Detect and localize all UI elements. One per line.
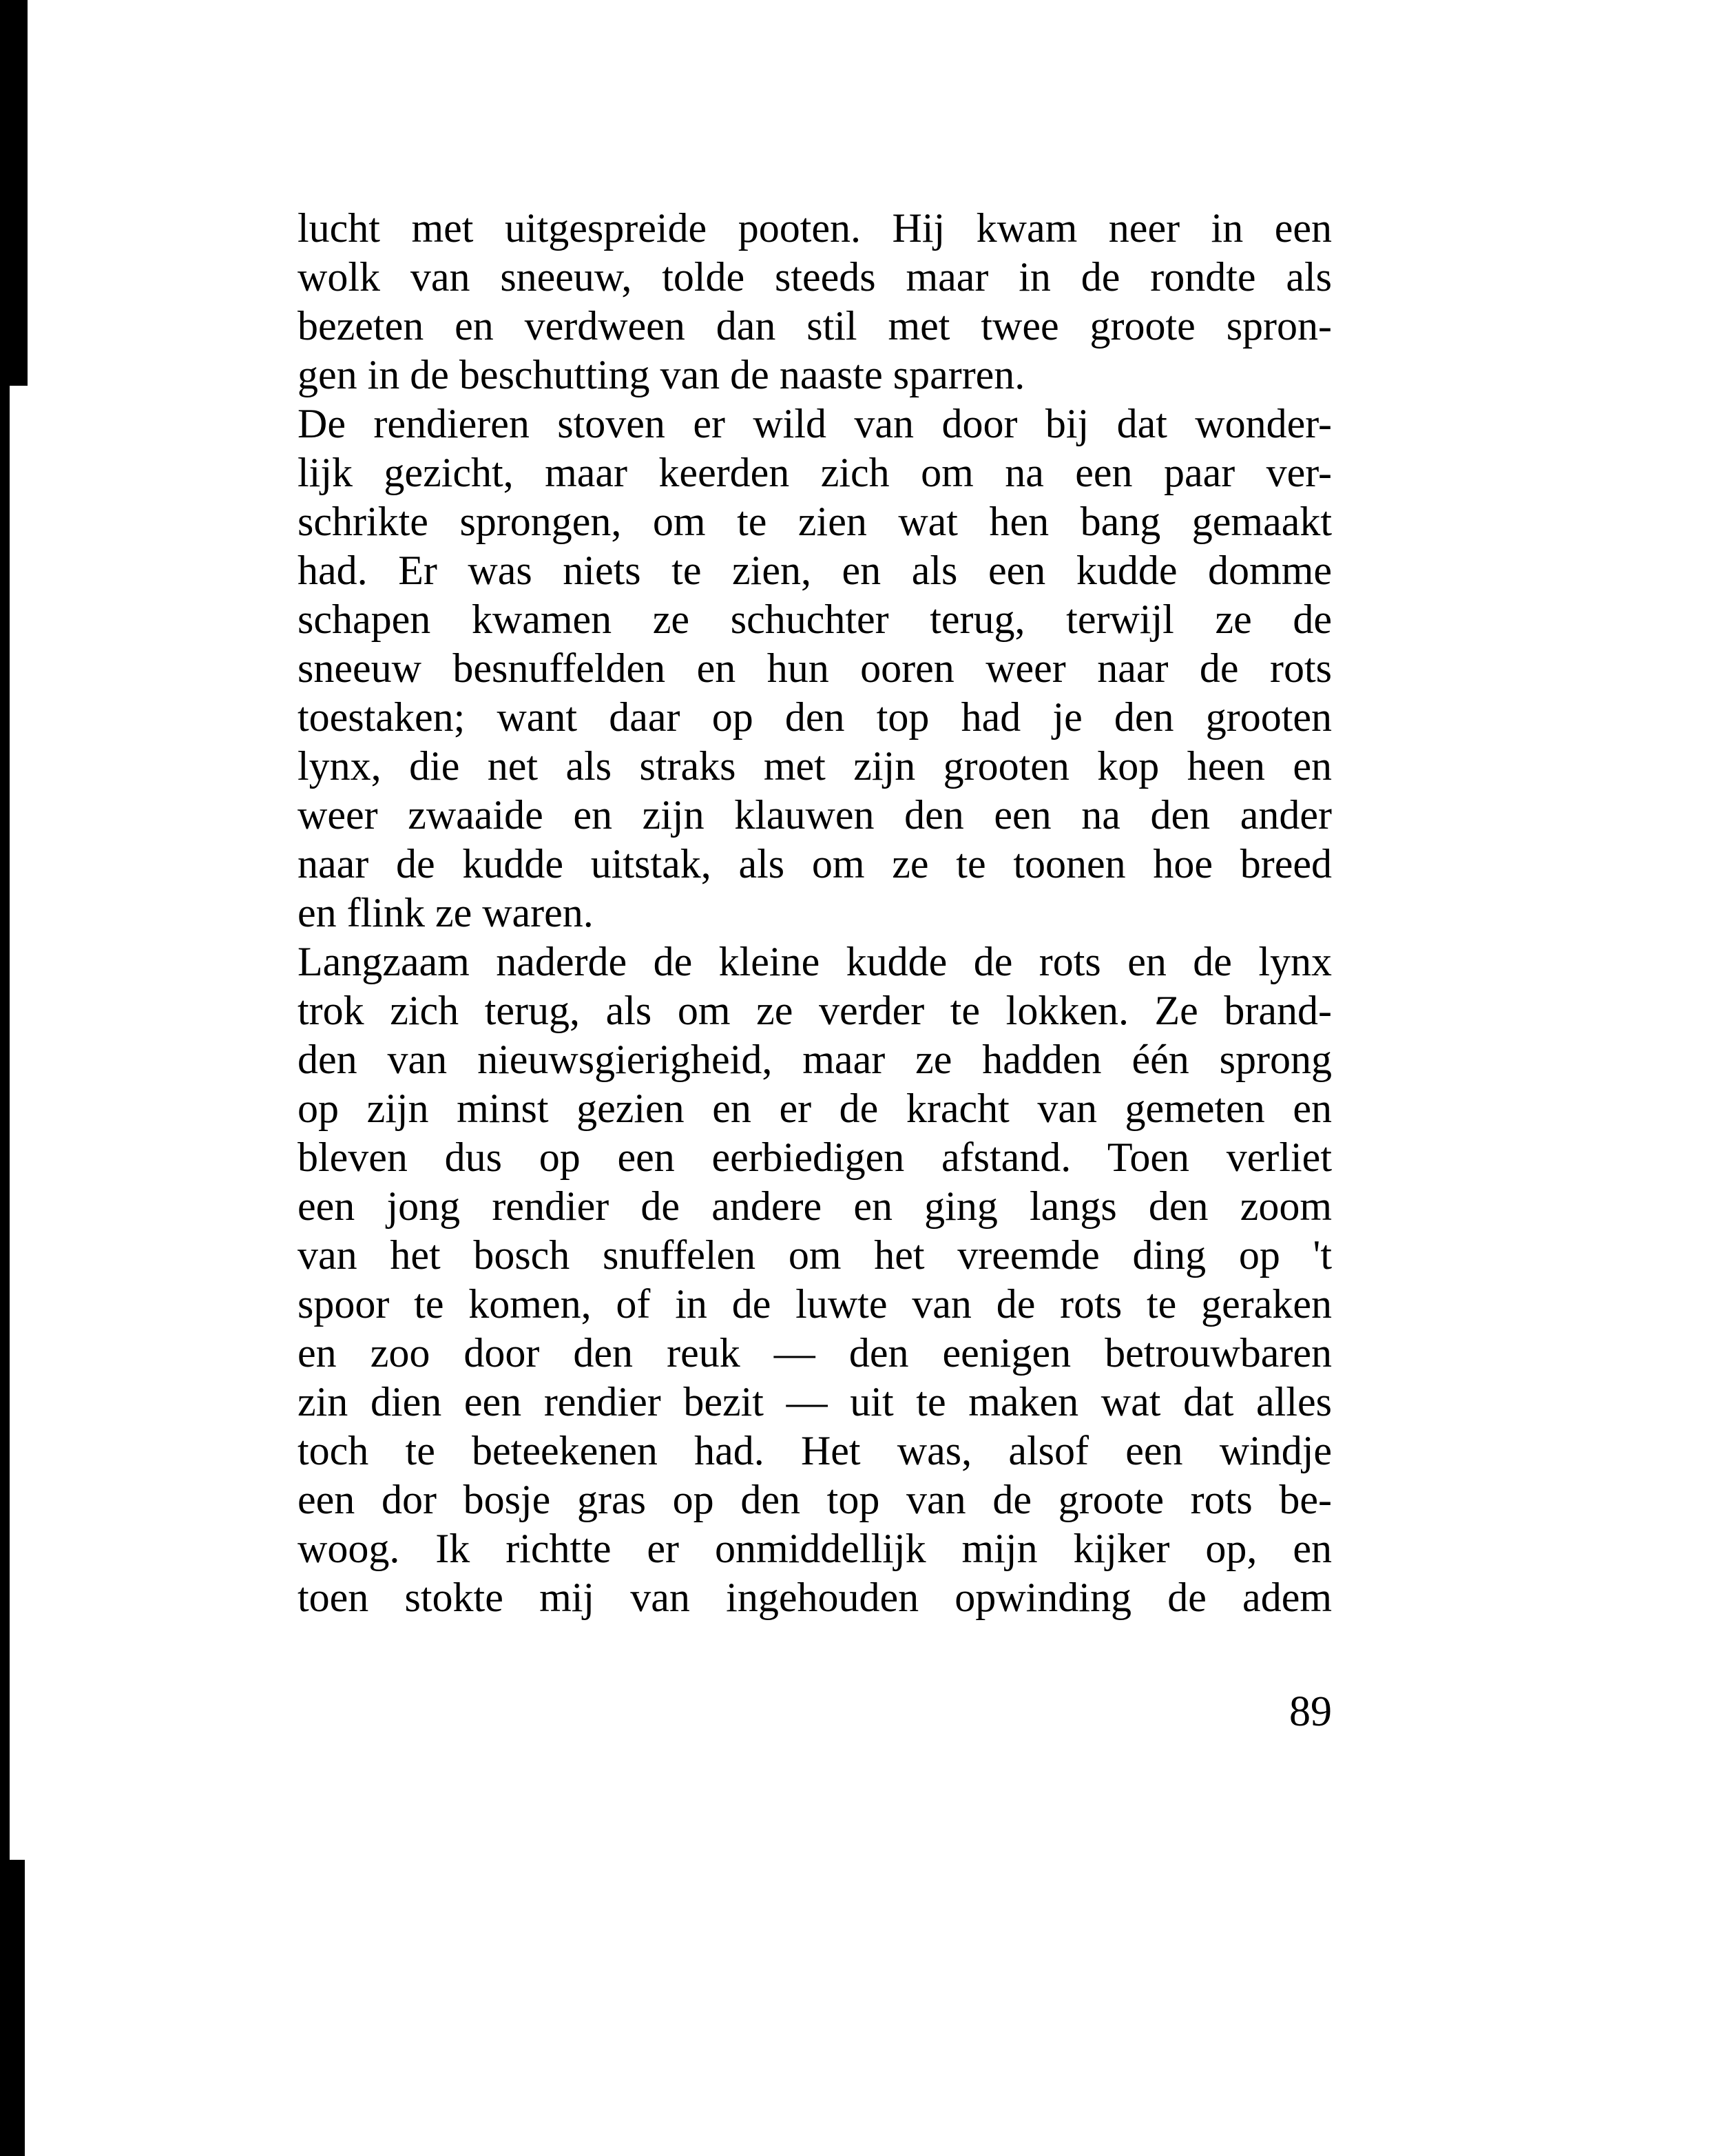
scan-edge-shadow-bottom bbox=[0, 1860, 25, 2156]
text-line: gen in de beschutting van de naaste sparren. bbox=[298, 352, 1025, 397]
body-text bbox=[298, 204, 1332, 1622]
text-line: bezeten en verdween dan stil met twee groote spron- bbox=[298, 303, 1332, 349]
text-line: en flink ze waren. bbox=[298, 890, 594, 935]
text-line: bleven dus op een eerbiedigen afstand. Toen verliet bbox=[298, 1134, 1332, 1180]
text-line: een jong rendier de andere en ging langs den zoom bbox=[298, 1183, 1332, 1229]
text-line: en zoo door den reuk — den eenigen betrouwbaren bbox=[298, 1330, 1332, 1376]
text-line: den van nieuwsgierigheid, maar ze hadden één sprong bbox=[298, 1037, 1332, 1082]
text-line: weer zwaaide en zijn klauwen den een na den ander bbox=[298, 792, 1332, 838]
scan-edge-shadow-top bbox=[0, 0, 28, 386]
text-line: lijk gezicht, maar keerden zich om na een paar ver- bbox=[298, 450, 1332, 495]
text-line: spoor te komen, of in de luwte van de rots te geraken bbox=[298, 1281, 1332, 1327]
text-line: trok zich terug, als om ze verder te lokken. Ze brand- bbox=[298, 988, 1332, 1033]
text-line: sneeuw besnuffelden en hun ooren weer naar de rots bbox=[298, 645, 1332, 691]
text-line: zin dien een rendier bezit — uit te maken wat dat alles bbox=[298, 1379, 1332, 1424]
text-line: toen stokte mij van ingehouden opwinding de adem bbox=[298, 1575, 1332, 1620]
text-line: lucht met uitgespreide pooten. Hij kwam neer in een bbox=[298, 205, 1332, 251]
text-line: schapen kwamen ze schuchter terug, terwijl ze de bbox=[298, 597, 1332, 642]
text-line: De rendieren stoven er wild van door bij dat wonder- bbox=[298, 401, 1332, 446]
text-line: woog. Ik richtte er onmiddellijk mijn kijker op, en bbox=[298, 1526, 1332, 1571]
text-line: Langzaam naderde de kleine kudde de rots en de lynx bbox=[298, 939, 1332, 984]
text-line: lynx, die net als straks met zijn grooten kop heen en bbox=[298, 743, 1332, 789]
text-line: schrikte sprongen, om te zien wat hen bang gemaakt bbox=[298, 499, 1332, 544]
text-line: toch te beteekenen had. Het was, alsof een windje bbox=[298, 1428, 1332, 1473]
text-line: op zijn minst gezien en er de kracht van gemeten en bbox=[298, 1086, 1332, 1131]
text-line: een dor bosje gras op den top van de groote rots be- bbox=[298, 1477, 1332, 1522]
page-number: 89 bbox=[1289, 1688, 1332, 1735]
text-line: van het bosch snuffelen om het vreemde ding op 't bbox=[298, 1232, 1332, 1278]
text-line: had. Er was niets te zien, en als een kudde domme bbox=[298, 548, 1332, 593]
text-line: wolk van sneeuw, tolde steeds maar in de rondte als bbox=[298, 254, 1332, 300]
text-line: naar de kudde uitstak, als om ze te toonen hoe breed bbox=[298, 841, 1332, 887]
text-line: toestaken; want daar op den top had je den grooten bbox=[298, 694, 1332, 740]
